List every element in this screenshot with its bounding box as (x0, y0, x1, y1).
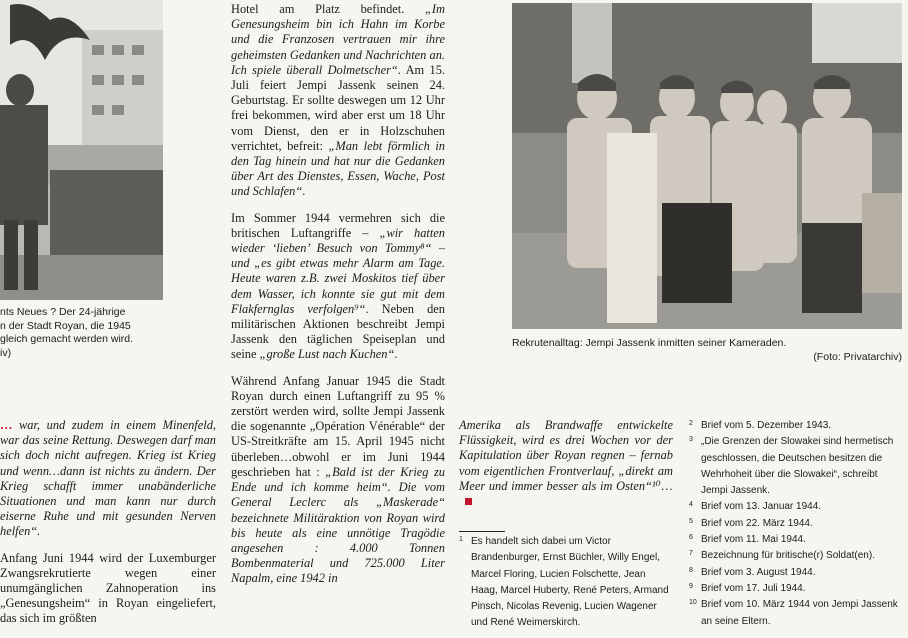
text-run: . Am 15. Juli feiert Jempi Jassenk seinen 24. Geburtstag. Er sollte deswegen um 12 Uhr frei bekommen, wird aber erst um 18 Uhr vom Dienst, den er in Holzschuhen verrichtet, befreit: (231, 62, 445, 153)
footnote-item (689, 499, 904, 515)
left-paragraph-1 (0, 418, 216, 540)
footnote-text: Brief vom 3. August 1944. (701, 566, 816, 578)
footnote-text: Brief vom 17. Juli 1944. (701, 582, 806, 594)
left-paragraph-1-text: war, und zudem in einem Minenfeld, war das seine Rettung. Deswegen darf man sich doch nicht aufregen. Krieg ist Krieg und wenn…dann ist nichts zu ändern. Der Krieg schafft immer unabänderliche Situationen und man kann nur durch eiserne Ruhe und mit gesunden Nerven helfen“. (0, 418, 216, 539)
footnote-item (689, 532, 904, 548)
text-run: Während Anfang Januar 1945 die Stadt Royan durch einen Luftangriff zu 95 % zerstört werden wird, sollte Jempi Jassenk die sogenannte „Opération Vénérable“ der US-Streitkräfte am 15. April 1945 nicht überleben…obwohl er im Juni 1944 geschrieben hat : (231, 373, 445, 479)
footnote-item (689, 548, 904, 564)
footnote-item (689, 418, 904, 434)
footnote-number: 6 (689, 534, 693, 542)
left-caption-line: gleich gemacht werden wird. (0, 333, 134, 345)
footnote-number: 1 (459, 536, 463, 543)
footnote-item (689, 516, 904, 532)
right-paragraph-1 (459, 418, 673, 509)
footnote-text: Es handelt sich dabei um Victor Brandenburger, Ernst Büchler, Willy Engel, Marcel Floring, Lucien Folschette, Jean Haag, Marcel Huberty, René Peters, Armand Pinsch, Nicolas Revenig, Lucien Wagener und René Weimerskirch. (471, 536, 669, 629)
footnote-item (689, 597, 904, 630)
soldiers-photo-graphic (512, 3, 902, 329)
continuation-dots: … (0, 418, 13, 432)
soldier-photo-graphic (0, 0, 163, 300)
quote-run: „Bald ist der Krieg zu Ende und ich komme heim“. Die vom General Leclerc als „Maskerade“ bezeichnete Militäraktion von Royan wird bis heute als eine unnötige Tragödie angesehen : 4.000 Tonnen Bombenmaterial und 725.000 Liter Napalm, eine 1942 in (231, 464, 445, 586)
footnote-item (689, 434, 904, 499)
end-mark-icon (465, 498, 472, 505)
quote-run: „direkt am Meer und immer besser als im Osten“¹⁰ (459, 463, 673, 493)
quote-run: „Im Genesungsheim bin ich Hahn im Korbe und die Franzosen vertrauen mir ihre geheimsten Gedanken und Nachrichten an. Ich spiele überall Dolmetscher“ (231, 2, 445, 77)
text-run: Im Sommer 1944 vermehren sich die britischen Luftangriffe – (231, 210, 445, 240)
soldier-photo (0, 0, 163, 300)
footnote-text: Brief vom 10. März 1944 von Jempi Jassenk an seine Eltern. (701, 599, 898, 627)
photo-caption (512, 337, 902, 364)
footnote-number: 9 (689, 582, 693, 590)
text-run: . Neben den militärischen Aktionen beschreibt Jempi Jassenk den täglichen Speiseplan und seine (231, 301, 445, 362)
left-caption-line: nts Neues ? Der 24-jährige (0, 306, 126, 318)
photo-credit: (Foto: Privatarchiv) (813, 350, 902, 363)
footnote-text: Brief vom 11. Mai 1944. (701, 534, 806, 546)
footnote-number: 10 (689, 599, 697, 607)
text-run: . (302, 184, 306, 199)
middle-paragraph-1 (231, 2, 445, 200)
soldiers-photo (512, 3, 902, 329)
text-run: Amerika als Brandwaffe entwickelte Flüssigkeit, wird es drei Wochen vor der Kapitulation über Royan regnen – fernab vom eigentlichen Frontverlauf, (459, 418, 673, 478)
quote-run: „große Lust nach Kuchen“ (259, 347, 395, 362)
footnote-number: 5 (689, 517, 693, 525)
footnote-number: 4 (689, 501, 693, 509)
text-run: . (394, 347, 398, 362)
footnote-item (689, 565, 904, 581)
footnote-text: Brief vom 5. Dezember 1943. (701, 420, 832, 431)
footnote-list (689, 418, 904, 630)
middle-paragraph-2 (231, 211, 445, 363)
footnote-text: Brief vom 22. März 1944. (701, 517, 813, 529)
right-column (459, 418, 673, 520)
footnote-rule (459, 531, 505, 532)
left-column (0, 418, 216, 638)
footnote-text: „Die Grenzen der Slowakei sind hermetisch geschlossen, die Deutschen besitzen die Wehrhoheit über die Slowakei“, schreibt Jempi Jassenk. (701, 436, 894, 497)
middle-column (231, 2, 445, 598)
caption-text: Rekrutenalltag: Jempi Jassenk inmitten seiner Kameraden. (512, 337, 787, 349)
text-run: Hotel am Platz befindet. (231, 2, 426, 16)
footnote-1 (459, 534, 673, 632)
footnote-text: Bezeichnung für britische(r) Soldat(en). (701, 550, 875, 562)
footnote-number: 7 (689, 550, 693, 558)
text-run: … (660, 478, 673, 493)
footnote-text: Brief vom 13. Januar 1944. (701, 501, 822, 513)
footnote-item (459, 534, 673, 632)
middle-paragraph-3 (231, 374, 445, 587)
left-caption-line: iv) (0, 346, 12, 359)
footnote-number: 8 (689, 566, 693, 574)
footnote-item (689, 581, 904, 597)
footnote-number: 2 (689, 420, 693, 427)
quote-run: „Man lebt förmlich in den Tag hinein und hat nur die Gedanken über Art des Dienstes, Essen, Wache, Post und Schlafen“ (231, 138, 445, 199)
quote-run: „wir hatten wieder ‘lieben’ Besuch von Tommy⁸“ – und „es gibt etwas mehr Alarm am Tage. Heute waren z.B. zwei Moskitos tief über dem Wasser, ich konnte sie gut mit dem Flakfernglas verfolgen⁹“ (231, 225, 445, 316)
left-caption-line: n der Stadt Royan, die 1945 (0, 319, 131, 332)
left-paragraph-2: Anfang Juni 1944 wird der Luxemburger Zwangsrekrutierte wegen einer unumgänglichen Zahnoperation ins „Genesungsheim“ in Royan eingeliefert, das sich im größten (0, 550, 216, 626)
left-photo-caption (0, 306, 168, 360)
footnote-number: 3 (689, 436, 693, 444)
